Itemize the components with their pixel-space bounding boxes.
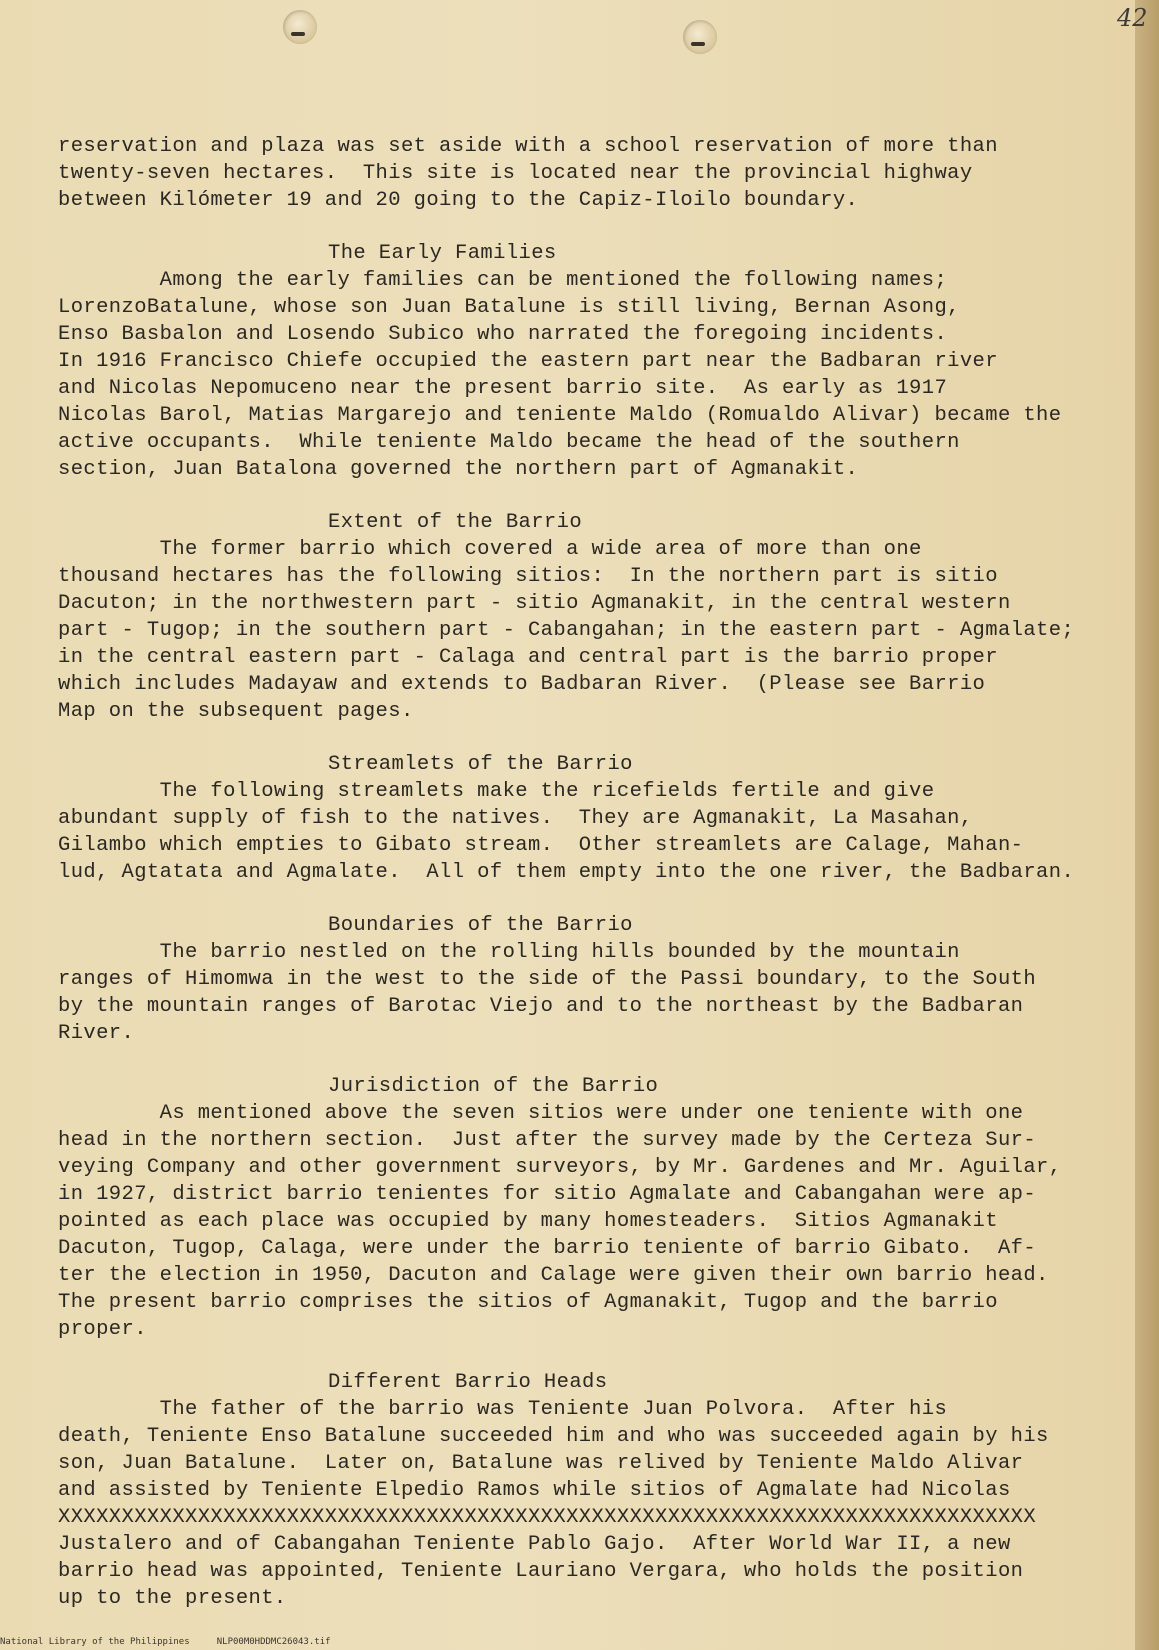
intro-line: between Kilómeter 19 and 20 going to the Capiz-Iloilo boundary.: [58, 189, 859, 212]
paragraph-line: The present barrio comprises the sitios of Agmanakit, Tugop and the barrio: [58, 1291, 998, 1314]
page-number: 42: [1117, 4, 1148, 32]
paragraph-line: head in the northern section. Just after the survey made by the Certeza Sur-: [58, 1129, 1037, 1152]
section-heading: The Early Families: [328, 242, 557, 265]
paragraph-line: Enso Basbalon and Losendo Subico who narrated the foregoing incidents.: [58, 323, 948, 346]
paragraph-line: up to the present.: [58, 1587, 287, 1610]
paragraph-line: Nicolas Barol, Matias Margarejo and teniente Maldo (Romualdo Alivar) became the: [58, 404, 1062, 427]
paragraph-line: by the mountain ranges of Barotac Viejo and to the northeast by the Badbaran: [58, 995, 1024, 1018]
paragraph-line: Dacuton, Tugop, Calaga, were under the barrio teniente of barrio Gibato. Af-: [58, 1237, 1037, 1260]
paragraph-line: Justalero and of Cabangahan Teniente Pablo Gajo. After World War II, a new: [58, 1533, 1011, 1556]
section-heading: Boundaries of the Barrio: [328, 914, 633, 937]
paragraph-line: pointed as each place was occupied by many homesteaders. Sitios Agmanakit: [58, 1210, 998, 1233]
paragraph-line: son, Juan Batalune. Later on, Batalune was relived by Teniente Maldo Alivar: [58, 1452, 1024, 1475]
paragraph-line: Map on the subsequent pages.: [58, 700, 414, 723]
section-heading: Different Barrio Heads: [328, 1371, 608, 1394]
paragraph-line: abundant supply of fish to the natives. They are Agmanakit, La Masahan,: [58, 807, 973, 830]
paragraph-line: and Nicolas Nepomuceno near the present barrio site. As early as 1917: [58, 377, 948, 400]
paragraph-line: River.: [58, 1022, 135, 1045]
punch-hole-left: [283, 10, 317, 44]
paragraph-line: Gilambo which empties to Gibato stream. Other streamlets are Calage, Mahan-: [58, 834, 1024, 857]
paragraph-line: The barrio nestled on the rolling hills bounded by the mountain: [58, 941, 960, 964]
section-heading: Jurisdiction of the Barrio: [328, 1075, 659, 1098]
paragraph-line: proper.: [58, 1318, 147, 1341]
paragraph-line: and assisted by Teniente Elpedio Ramos while sitios of Agmalate had Nicolas: [58, 1479, 1011, 1502]
intro-line: twenty-seven hectares. This site is located near the provincial highway: [58, 162, 973, 185]
paragraph-line: LorenzoBatalune, whose son Juan Batalune is still living, Bernan Asong,: [58, 296, 960, 319]
paragraph-line: ranges of Himomwa in the west to the side of the Passi boundary, to the South: [58, 968, 1037, 991]
paragraph-line: The father of the barrio was Teniente Juan Polvora. After his: [58, 1398, 948, 1421]
paragraph-line: thousand hectares has the following sitios: In the northern part is sitio: [58, 565, 998, 588]
paragraph-line: which includes Madayaw and extends to Badbaran River. (Please see Barrio: [58, 673, 986, 696]
punch-hole-right: [683, 20, 717, 54]
paragraph-line: in the central eastern part - Calaga and central part is the barrio proper: [58, 646, 998, 669]
paragraph-line: in 1927, district barrio tenientes for sitio Agmalate and Cabangahan were ap-: [58, 1183, 1037, 1206]
section-heading: Streamlets of the Barrio: [328, 753, 633, 776]
intro-line: reservation and plaza was set aside with a school reservation of more than: [58, 135, 998, 158]
paragraph-line: barrio head was appointed, Teniente Lauriano Vergara, who holds the position: [58, 1560, 1024, 1583]
paragraph-line: active occupants. While teniente Maldo became the head of the southern: [58, 431, 960, 454]
paragraph-line: section, Juan Batalona governed the northern part of Agmanakit.: [58, 458, 859, 481]
scan-footer: National Library of the Philippines NLP00M0HDDMC26043.tif: [0, 1637, 331, 1647]
paragraph-line: As mentioned above the seven sitios were under one teniente with one: [58, 1102, 1024, 1125]
paragraph-line: lud, Agtatata and Agmalate. All of them empty into the one river, the Badbaran.: [58, 861, 1075, 884]
section-heading: Extent of the Barrio: [328, 511, 583, 534]
typed-text: [58, 133, 1088, 1612]
page-edge: [1135, 0, 1159, 1650]
paragraph-line: The former barrio which covered a wide area of more than one: [58, 538, 922, 561]
paragraph-line: ter the election in 1950, Dacuton and Calage were given their own barrio head.: [58, 1264, 1049, 1287]
struck-out-line: XXXXXXXXXXXXXXXXXXXXXXXXXXXXXXXXXXXXXXXXXXXXXXXXXXXXXXXXXXXXXXXXXXXXXXXXXXXXX: [58, 1506, 1037, 1529]
paragraph-line: Dacuton; in the northwestern part - sitio Agmanakit, in the central western: [58, 592, 1011, 615]
paragraph-line: Among the early families can be mentioned the following names;: [58, 269, 948, 292]
paragraph-line: death, Teniente Enso Batalune succeeded him and who was succeeded again by his: [58, 1425, 1049, 1448]
paragraph-line: part - Tugop; in the southern part - Cabangahan; in the eastern part - Agmalate;: [58, 619, 1075, 642]
paragraph-line: The following streamlets make the ricefields fertile and give: [58, 780, 935, 803]
paragraph-line: veying Company and other government surveyors, by Mr. Gardenes and Mr. Aguilar,: [58, 1156, 1062, 1179]
paragraph-line: In 1916 Francisco Chiefe occupied the eastern part near the Badbaran river: [58, 350, 998, 373]
